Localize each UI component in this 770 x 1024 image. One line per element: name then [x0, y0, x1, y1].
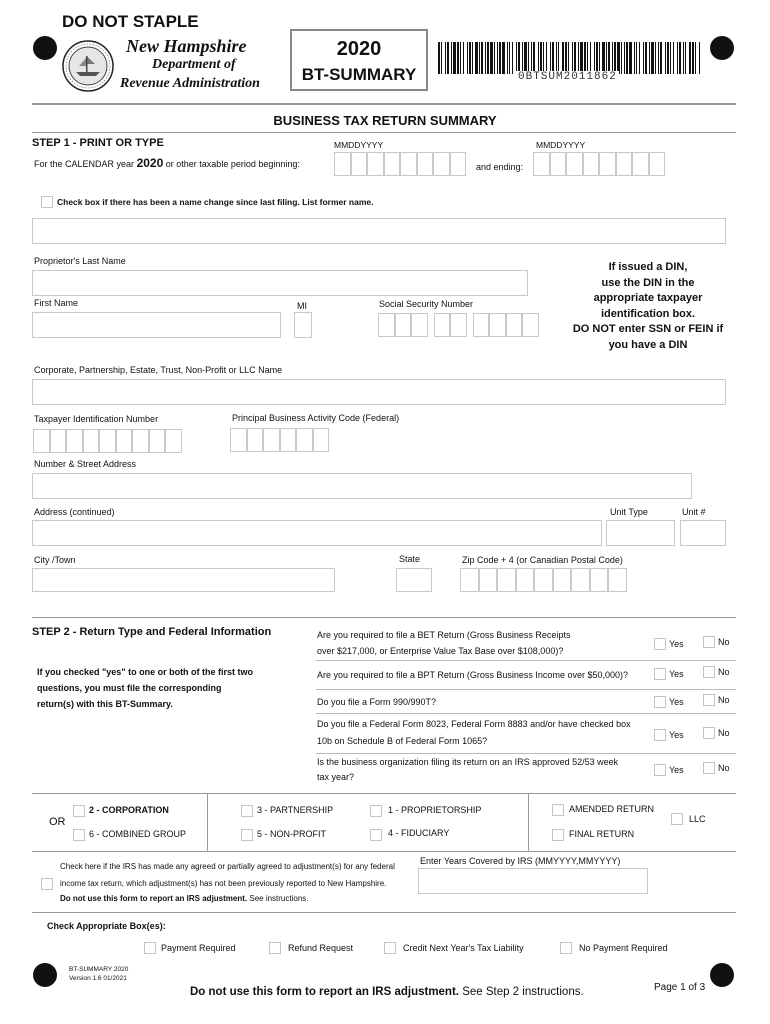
barcode-bar — [507, 42, 508, 74]
digit-cell[interactable] — [50, 429, 67, 453]
step2-title: STEP 2 - Return Type and Federal Information — [32, 626, 272, 638]
digit-cell[interactable] — [599, 152, 616, 176]
footer-form-id: BT-SUMMARY 2020 — [69, 966, 129, 973]
no-checkbox[interactable] — [703, 636, 715, 648]
barcode-bar — [612, 42, 613, 74]
din-note-line: DO NOT enter SSN or FEIN if — [572, 323, 724, 335]
din-note-line: you have a DIN — [608, 338, 688, 351]
digit-cell[interactable] — [230, 428, 247, 452]
digit-cell[interactable] — [116, 429, 133, 453]
no-checkbox[interactable] — [703, 694, 715, 706]
digit-cell[interactable] — [516, 568, 535, 592]
barcode-bar — [580, 42, 583, 74]
barcode — [438, 42, 700, 74]
digit-cell[interactable] — [263, 428, 280, 452]
no-label: No — [718, 695, 730, 705]
step2-note-line: questions, you must file the corresponding — [37, 683, 222, 693]
barcode-bar — [673, 42, 674, 74]
barcode-bar — [538, 42, 539, 74]
barcode-bar — [490, 42, 493, 74]
barcode-bar — [629, 42, 632, 74]
no-label: No — [718, 637, 730, 647]
footer-notice: Do not use this form to report an IRS adjustment. — [190, 986, 459, 998]
barcode-bar — [614, 42, 616, 74]
calendar-year: 2020 — [136, 156, 164, 170]
digit-cell[interactable] — [434, 313, 451, 337]
barcode-bar — [651, 42, 654, 74]
barcode-bar — [636, 42, 637, 74]
ssn-label: Social Security Number — [379, 299, 474, 309]
digit-cell[interactable] — [473, 313, 490, 337]
barcode-bar — [692, 42, 694, 74]
corporation-label: 2 - CORPORATION — [89, 805, 169, 815]
digit-cell[interactable] — [571, 568, 590, 592]
digit-cell[interactable] — [411, 313, 428, 337]
barcode-bar — [524, 42, 527, 74]
question-text: Are you required to file a BPT Return (Gross Business Income over $50,000)? — [317, 670, 628, 680]
corp-name-label: Corporate, Partnership, Estate, Trust, Non-Profit or LLC Name — [34, 365, 283, 375]
digit-cell[interactable] — [395, 313, 412, 337]
city-label: City /Town — [34, 555, 76, 565]
registration-mark-bottom-right — [710, 963, 734, 987]
digit-cell[interactable] — [533, 152, 550, 176]
digit-cell[interactable] — [280, 428, 297, 452]
yes-checkbox[interactable] — [654, 638, 666, 650]
former-name-field[interactable] — [32, 218, 726, 244]
yes-label: Yes — [669, 730, 684, 740]
no-label: No — [718, 728, 730, 738]
barcode-bar — [469, 42, 471, 74]
barcode-bar — [572, 42, 573, 74]
unit-type-field[interactable] — [606, 520, 675, 546]
digit-cell[interactable] — [400, 152, 417, 176]
yes-checkbox[interactable] — [654, 764, 666, 776]
form-year: 2020 — [336, 38, 382, 60]
mi-field[interactable] — [294, 312, 312, 338]
question-text: Do you file a Federal Form 8023, Federal Form 8883 and/or have checked box — [317, 719, 631, 729]
first-name-field[interactable] — [32, 312, 281, 338]
barcode-bar — [457, 42, 459, 74]
tin-label: Taxpayer Identification Number — [34, 414, 159, 424]
no-checkbox[interactable] — [703, 762, 715, 774]
or-label: OR — [49, 816, 66, 828]
zip-label: Zip Code + 4 (or Canadian Postal Code) — [462, 555, 623, 565]
barcode-bar — [649, 42, 650, 74]
barcode-bar — [502, 42, 505, 74]
question-rule — [316, 660, 736, 661]
partnership-label: 3 - PARTNERSHIP — [257, 805, 334, 815]
address-cont-field[interactable] — [32, 520, 602, 546]
combined-group-label: 6 - COMBINED GROUP — [89, 829, 187, 839]
digit-cell[interactable] — [566, 152, 583, 176]
final-return-checkbox[interactable] — [552, 829, 564, 841]
digit-cell[interactable] — [649, 152, 666, 176]
question-text: 10b on Schedule B of Federal Form 1065? — [317, 736, 488, 746]
fiduciary-checkbox[interactable] — [370, 829, 382, 841]
yes-label: Yes — [669, 639, 684, 649]
first-name-label: First Name — [34, 298, 79, 308]
llc-checkbox[interactable] — [671, 813, 683, 825]
barcode-bar — [587, 42, 588, 74]
barcode-bar — [670, 42, 671, 74]
digit-cell[interactable] — [149, 429, 166, 453]
no-payment-checkbox[interactable] — [560, 942, 572, 954]
barcode-bar — [546, 42, 547, 74]
name-change-checkbox[interactable] — [41, 196, 53, 208]
registration-mark-top-left — [33, 36, 57, 60]
barcode-bar — [550, 42, 551, 74]
barcode-bar — [512, 42, 513, 74]
city-field[interactable] — [32, 568, 335, 592]
combined-group-checkbox[interactable] — [73, 829, 85, 841]
barcode-bar — [552, 42, 554, 74]
digit-cell[interactable] — [450, 152, 467, 176]
digit-cell[interactable] — [590, 568, 609, 592]
proprietorship-label: 1 - PROPRIETORSHIP — [388, 805, 482, 815]
digit-cell[interactable] — [479, 568, 498, 592]
barcode-bar — [565, 42, 567, 74]
step2-note-line: If you checked "yes" to one or both of the first two — [37, 667, 254, 677]
digit-cell[interactable] — [247, 428, 264, 452]
barcode-bar — [531, 42, 532, 74]
digit-cell[interactable] — [489, 313, 506, 337]
barcode-bar — [479, 42, 480, 74]
final-return-label: FINAL RETURN — [569, 829, 635, 839]
barcode-bar — [683, 42, 684, 74]
barcode-bar — [485, 42, 486, 74]
calendar-label — [34, 156, 300, 170]
date-format-end: MMDDYYYY — [536, 140, 586, 150]
yes-checkbox[interactable] — [654, 696, 666, 708]
page-number: Page 1 of 3 — [654, 982, 706, 993]
question-rule — [316, 753, 736, 754]
barcode-bar — [606, 42, 607, 74]
question-rule — [316, 713, 736, 714]
barcode-bar — [695, 42, 696, 74]
barcode-bar — [665, 42, 666, 74]
irs-years-field[interactable] — [418, 868, 648, 894]
barcode-bar — [445, 42, 446, 74]
barcode-bar — [460, 42, 461, 74]
amended-return-checkbox[interactable] — [552, 804, 564, 816]
street-label: Number & Street Address — [34, 459, 137, 469]
footer-version: Version 1.6 01/2021 — [69, 975, 127, 982]
digit-cell[interactable] — [132, 429, 149, 453]
barcode-bar — [556, 42, 557, 74]
barcode-bar — [509, 42, 510, 74]
payment-required-checkbox[interactable] — [144, 942, 156, 954]
barcode-bar — [451, 42, 452, 74]
irs-rule — [32, 912, 736, 913]
entity-top-rule — [32, 793, 736, 794]
no-label: No — [718, 763, 730, 773]
digit-cell[interactable] — [313, 428, 330, 452]
barcode-bar — [679, 42, 681, 74]
barcode-bar — [487, 42, 489, 74]
barcode-bar — [558, 42, 559, 74]
no-checkbox[interactable] — [703, 727, 715, 739]
irs-warning: Do not use this form to report an IRS adjustment. — [60, 894, 248, 903]
question-text: tax year? — [317, 772, 355, 782]
unit-number-field[interactable] — [680, 520, 726, 546]
barcode-bar — [590, 42, 591, 74]
barcode-bar — [621, 42, 622, 74]
barcode-bar — [467, 42, 468, 74]
step1-title: STEP 1 - PRINT OR TYPE — [32, 137, 164, 149]
barcode-bar — [608, 42, 610, 74]
no-checkbox[interactable] — [703, 666, 715, 678]
step2-note — [37, 664, 253, 712]
unit-number-label: Unit # — [682, 507, 706, 517]
barcode-bar — [643, 42, 644, 74]
barcode-bar — [602, 42, 605, 74]
irs-see-instructions: See instructions. — [249, 894, 309, 903]
digit-cell[interactable] — [433, 152, 450, 176]
ending-label: and ending: — [476, 162, 524, 172]
digit-cell[interactable] — [534, 568, 553, 592]
registration-mark-top-right — [710, 36, 734, 60]
barcode-bar — [562, 42, 564, 74]
digit-cell[interactable] — [608, 568, 627, 592]
check-boxes-title: Check Appropriate Box(es): — [47, 921, 166, 931]
barcode-bar — [497, 42, 498, 74]
barcode-bar — [574, 42, 576, 74]
barcode-bar — [617, 42, 620, 74]
barcode-bar — [543, 42, 544, 74]
entity-divider — [207, 793, 208, 851]
calendar-prefix: For the CALENDAR year — [34, 159, 135, 169]
corp-name-field[interactable] — [32, 379, 726, 405]
do-not-staple: DO NOT STAPLE — [62, 12, 199, 31]
yes-checkbox[interactable] — [654, 668, 666, 680]
digit-cell[interactable] — [460, 568, 479, 592]
digit-cell[interactable] — [33, 429, 50, 453]
credit-next-year-checkbox[interactable] — [384, 942, 396, 954]
barcode-bar — [518, 42, 520, 74]
nonprofit-label: 5 - NON-PROFIT — [257, 829, 326, 839]
address-cont-label: Address (continued) — [34, 507, 115, 517]
no-payment-label: No Payment Required — [579, 943, 668, 953]
refund-request-checkbox[interactable] — [269, 942, 281, 954]
mi-label: MI — [297, 301, 307, 311]
digit-cell[interactable] — [522, 313, 539, 337]
digit-cell[interactable] — [550, 152, 567, 176]
barcode-bar — [453, 42, 456, 74]
barcode-bar — [522, 42, 523, 74]
partnership-checkbox[interactable] — [241, 805, 253, 817]
barcode-bar — [655, 42, 656, 74]
barcode-bar — [660, 42, 662, 74]
registration-mark-bottom-left — [33, 963, 57, 987]
last-name-field[interactable] — [32, 270, 528, 296]
barcode-bar — [494, 42, 495, 74]
corporation-checkbox[interactable] — [73, 805, 85, 817]
credit-next-year-label: Credit Next Year's Tax Liability — [403, 943, 524, 953]
barcode-bar — [667, 42, 669, 74]
digit-cell[interactable] — [497, 568, 516, 592]
digit-cell[interactable] — [334, 152, 351, 176]
barcode-bar — [645, 42, 647, 74]
digit-cell[interactable] — [99, 429, 116, 453]
question-text: Do you file a Form 990/990T? — [317, 697, 437, 707]
yes-label: Yes — [669, 697, 684, 707]
llc-label: LLC — [689, 814, 706, 824]
payment-required-label: Payment Required — [161, 943, 236, 953]
din-note-line: identification box. — [600, 307, 696, 320]
din-note-line: If issued a DIN, — [608, 261, 688, 273]
amended-return-label: AMENDED RETURN — [569, 804, 655, 814]
digit-cell[interactable] — [351, 152, 368, 176]
barcode-bar — [533, 42, 535, 74]
barcode-bar — [634, 42, 635, 74]
form-id-box — [290, 29, 428, 91]
digit-cell[interactable] — [553, 568, 572, 592]
barcode-bar — [463, 42, 464, 74]
digit-cell[interactable] — [165, 429, 182, 453]
question-text: over $217,000, or Enterprise Value Tax Base over $108,000)? — [317, 646, 564, 656]
yes-label: Yes — [669, 765, 684, 775]
question-text: Are you required to file a BET Return (Gross Business Receipts — [317, 630, 571, 640]
digit-cell[interactable] — [583, 152, 600, 176]
barcode-bar — [578, 42, 579, 74]
barcode-bar — [447, 42, 449, 74]
digit-cell[interactable] — [296, 428, 313, 452]
barcode-bar — [689, 42, 691, 74]
barcode-bar — [658, 42, 659, 74]
barcode-bar — [528, 42, 529, 74]
street-field[interactable] — [32, 473, 692, 499]
barcode-bar — [677, 42, 678, 74]
barcode-bar — [584, 42, 586, 74]
barcode-bar — [475, 42, 478, 74]
digit-cell[interactable] — [506, 313, 523, 337]
barcode-text: 0BTSUM2011862 — [518, 71, 617, 83]
digit-cell[interactable] — [83, 429, 100, 453]
irs-line1: Check here if the IRS has made any agreed or partially agreed to adjustment(s) for any federal — [60, 862, 395, 871]
barcode-bar — [438, 42, 440, 74]
state-seal-icon — [62, 40, 114, 92]
fiduciary-label: 4 - FIDUCIARY — [388, 828, 450, 838]
department-name: Department of — [152, 57, 236, 72]
din-note — [540, 260, 756, 353]
irs-years-label: Enter Years Covered by IRS (MMYYYY,MMYYYY) — [420, 856, 621, 866]
barcode-bar — [441, 42, 442, 74]
agency-name: Revenue Administration — [120, 76, 260, 91]
entity-bottom-rule — [32, 851, 736, 852]
digit-cell[interactable] — [384, 152, 401, 176]
unit-type-label: Unit Type — [610, 507, 648, 517]
barcode-bar — [624, 42, 625, 74]
barcode-bar — [626, 42, 628, 74]
question-text: Is the business organization filing its return on an IRS approved 52/53 week — [317, 757, 619, 767]
form-code: BT-SUMMARY — [301, 65, 417, 84]
yes-label: Yes — [669, 669, 684, 679]
last-name-label: Proprietor's Last Name — [34, 256, 126, 266]
irs-line2: income tax return, which adjustment(s) has not been previously reported to New Hampshire. — [60, 879, 387, 888]
barcode-bar — [472, 42, 473, 74]
barcode-bar — [594, 42, 595, 74]
barcode-bar — [540, 42, 542, 74]
form-title: BUSINESS TAX RETURN SUMMARY — [273, 113, 497, 128]
yes-checkbox[interactable] — [654, 729, 666, 741]
state-label: State — [399, 554, 421, 564]
name-change-label: Check box if there has been a name change since last filing. List former name. — [57, 197, 374, 207]
header-rule — [32, 103, 736, 105]
din-note-line: appropriate taxpayer — [593, 292, 703, 304]
barcode-bar — [599, 42, 600, 74]
title-rule — [32, 132, 736, 133]
date-format-begin: MMDDYYYY — [334, 140, 384, 150]
entity-divider — [528, 793, 529, 851]
proprietorship-checkbox[interactable] — [370, 805, 382, 817]
refund-request-label: Refund Request — [288, 943, 354, 953]
footer-see-step2: See Step 2 instructions. — [462, 986, 584, 998]
barcode-bar — [685, 42, 686, 74]
barcode-bar — [481, 42, 483, 74]
calendar-suffix: or other taxable period beginning: — [165, 159, 300, 169]
no-label: No — [718, 667, 730, 677]
irs-adjustment-checkbox[interactable] — [41, 878, 53, 890]
barcode-bar — [596, 42, 598, 74]
step2-note-line: return(s) with this BT-Summary. — [37, 699, 173, 709]
nonprofit-checkbox[interactable] — [241, 829, 253, 841]
barcode-bar — [499, 42, 501, 74]
barcode-bar — [568, 42, 569, 74]
question-rule — [316, 689, 736, 690]
state-field[interactable] — [396, 568, 432, 592]
digit-cell[interactable] — [450, 313, 467, 337]
digit-cell[interactable] — [367, 152, 384, 176]
activity-code-label: Principal Business Activity Code (Federal) — [232, 413, 400, 423]
digit-cell[interactable] — [417, 152, 434, 176]
digit-cell[interactable] — [378, 313, 395, 337]
barcode-bar — [639, 42, 640, 74]
digit-cell[interactable] — [632, 152, 649, 176]
digit-cell[interactable] — [66, 429, 83, 453]
step2-rule — [32, 617, 736, 618]
din-note-line: use the DIN in the — [601, 276, 695, 289]
digit-cell[interactable] — [616, 152, 633, 176]
barcode-bar — [699, 42, 700, 74]
barcode-bar — [516, 42, 517, 74]
state-name: New Hampshire — [126, 36, 247, 56]
